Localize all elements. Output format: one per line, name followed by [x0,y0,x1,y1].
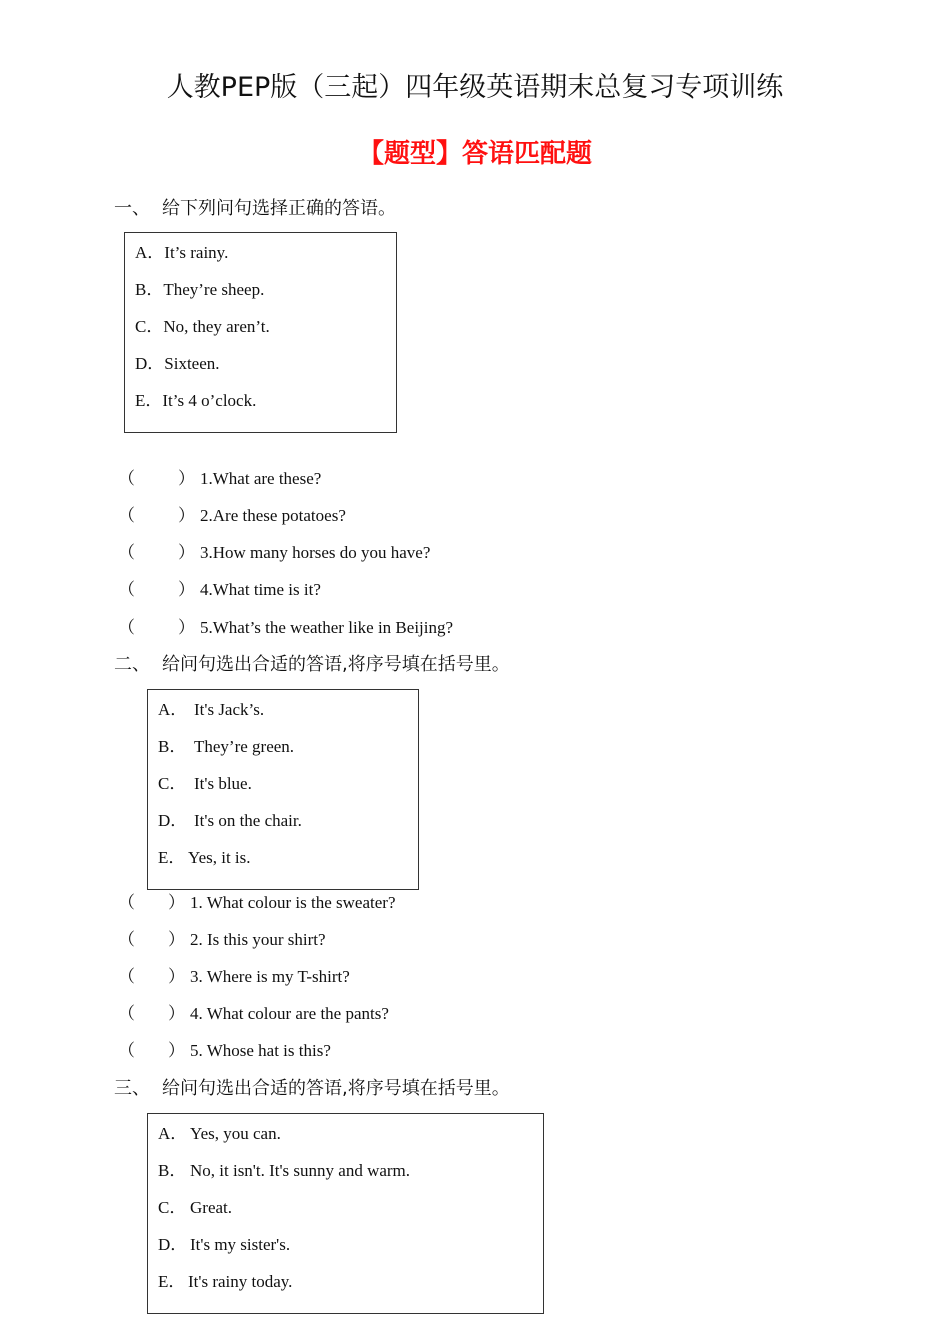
question-item [118,504,618,528]
question-item [118,616,618,640]
option-c: C． Great. [158,1198,233,1217]
section-number: 一、 [114,198,150,219]
question-item [118,541,618,565]
option-e: E． Yes, it is. [158,848,251,867]
answer-blank-open[interactable]: （ [118,618,135,637]
option-a: A． It's Jack’s. [158,700,265,719]
question-type-heading: 【题型】答语匹配题 [357,139,592,169]
page-title: 人教PEP版（三起）四年级英语期末总复习专项训练 [166,72,784,103]
question-item [118,1039,618,1063]
option-b: B． They’re green. [158,737,295,756]
question-text: 2. Is this your shirt? [190,930,326,949]
answer-blank-open[interactable]: （ [118,930,135,949]
section-instruction: 给问句选出合适的答语,将序号填在括号里。 [162,1078,510,1099]
question-item [118,467,618,491]
answer-blank-close: ） [178,618,195,637]
section-3-heading [114,1076,510,1102]
answer-blank-close: ） [178,469,195,488]
section-instruction: 给问句选出合适的答语,将序号填在括号里。 [162,654,510,675]
question-item [118,578,618,602]
option-a: A．It’s rainy. [135,243,229,262]
option-c: C． It's blue. [158,774,252,793]
section-1-heading [114,196,396,222]
answer-options-box [124,232,397,433]
question-item [118,1002,618,1026]
question-text: 1. What colour is the sweater? [190,893,396,912]
answer-blank-close: ） [178,543,195,562]
answer-blank-open[interactable]: （ [118,967,135,986]
question-text: 1.What are these? [200,469,322,488]
section-instruction: 给下列问句选择正确的答语。 [162,198,396,219]
option-e: E． It's rainy today. [158,1272,293,1291]
answer-blank-open[interactable]: （ [118,469,135,488]
question-item [118,928,618,952]
option-b: B． No, it isn't. It's sunny and warm. [158,1161,411,1180]
answer-blank-open[interactable]: （ [118,893,135,912]
question-text: 4. What colour are the pants? [190,1004,389,1023]
option-d: D． It's on the chair. [158,811,302,830]
answer-options-box [147,1113,544,1314]
answer-blank-close: ） [168,967,185,986]
answer-blank-close: ） [168,893,185,912]
answer-blank-open[interactable]: （ [118,1041,135,1060]
question-item [118,891,618,915]
question-text: 5. Whose hat is this? [190,1041,331,1060]
answer-blank-close: ） [168,1041,185,1060]
answer-blank-open[interactable]: （ [118,543,135,562]
answer-blank-open[interactable]: （ [118,1004,135,1023]
option-e: E．It’s 4 o’clock. [135,391,257,410]
answer-blank-close: ） [168,930,185,949]
answer-blank-close: ） [178,580,195,599]
option-d: D． It's my sister's. [158,1235,291,1254]
answer-blank-open[interactable]: （ [118,580,135,599]
option-d: D．Sixteen. [135,354,220,373]
question-text: 3. Where is my T-shirt? [190,967,350,986]
answer-blank-close: ） [168,1004,185,1023]
option-c: C．No, they aren’t. [135,317,270,336]
question-text: 2.Are these potatoes? [200,506,346,525]
answer-options-box [147,689,419,890]
question-text: 5.What’s the weather like in Beijing? [200,618,454,637]
option-b: B．They’re sheep. [135,280,265,299]
answer-blank-open[interactable]: （ [118,506,135,525]
question-text: 4.What time is it? [200,580,321,599]
option-a: A． Yes, you can. [158,1124,281,1143]
answer-blank-close: ） [178,506,195,525]
section-number: 二、 [114,654,150,675]
question-text: 3.How many horses do you have? [200,543,431,562]
section-2-heading [114,652,510,678]
question-item [118,965,618,989]
section-number: 三、 [114,1078,150,1099]
